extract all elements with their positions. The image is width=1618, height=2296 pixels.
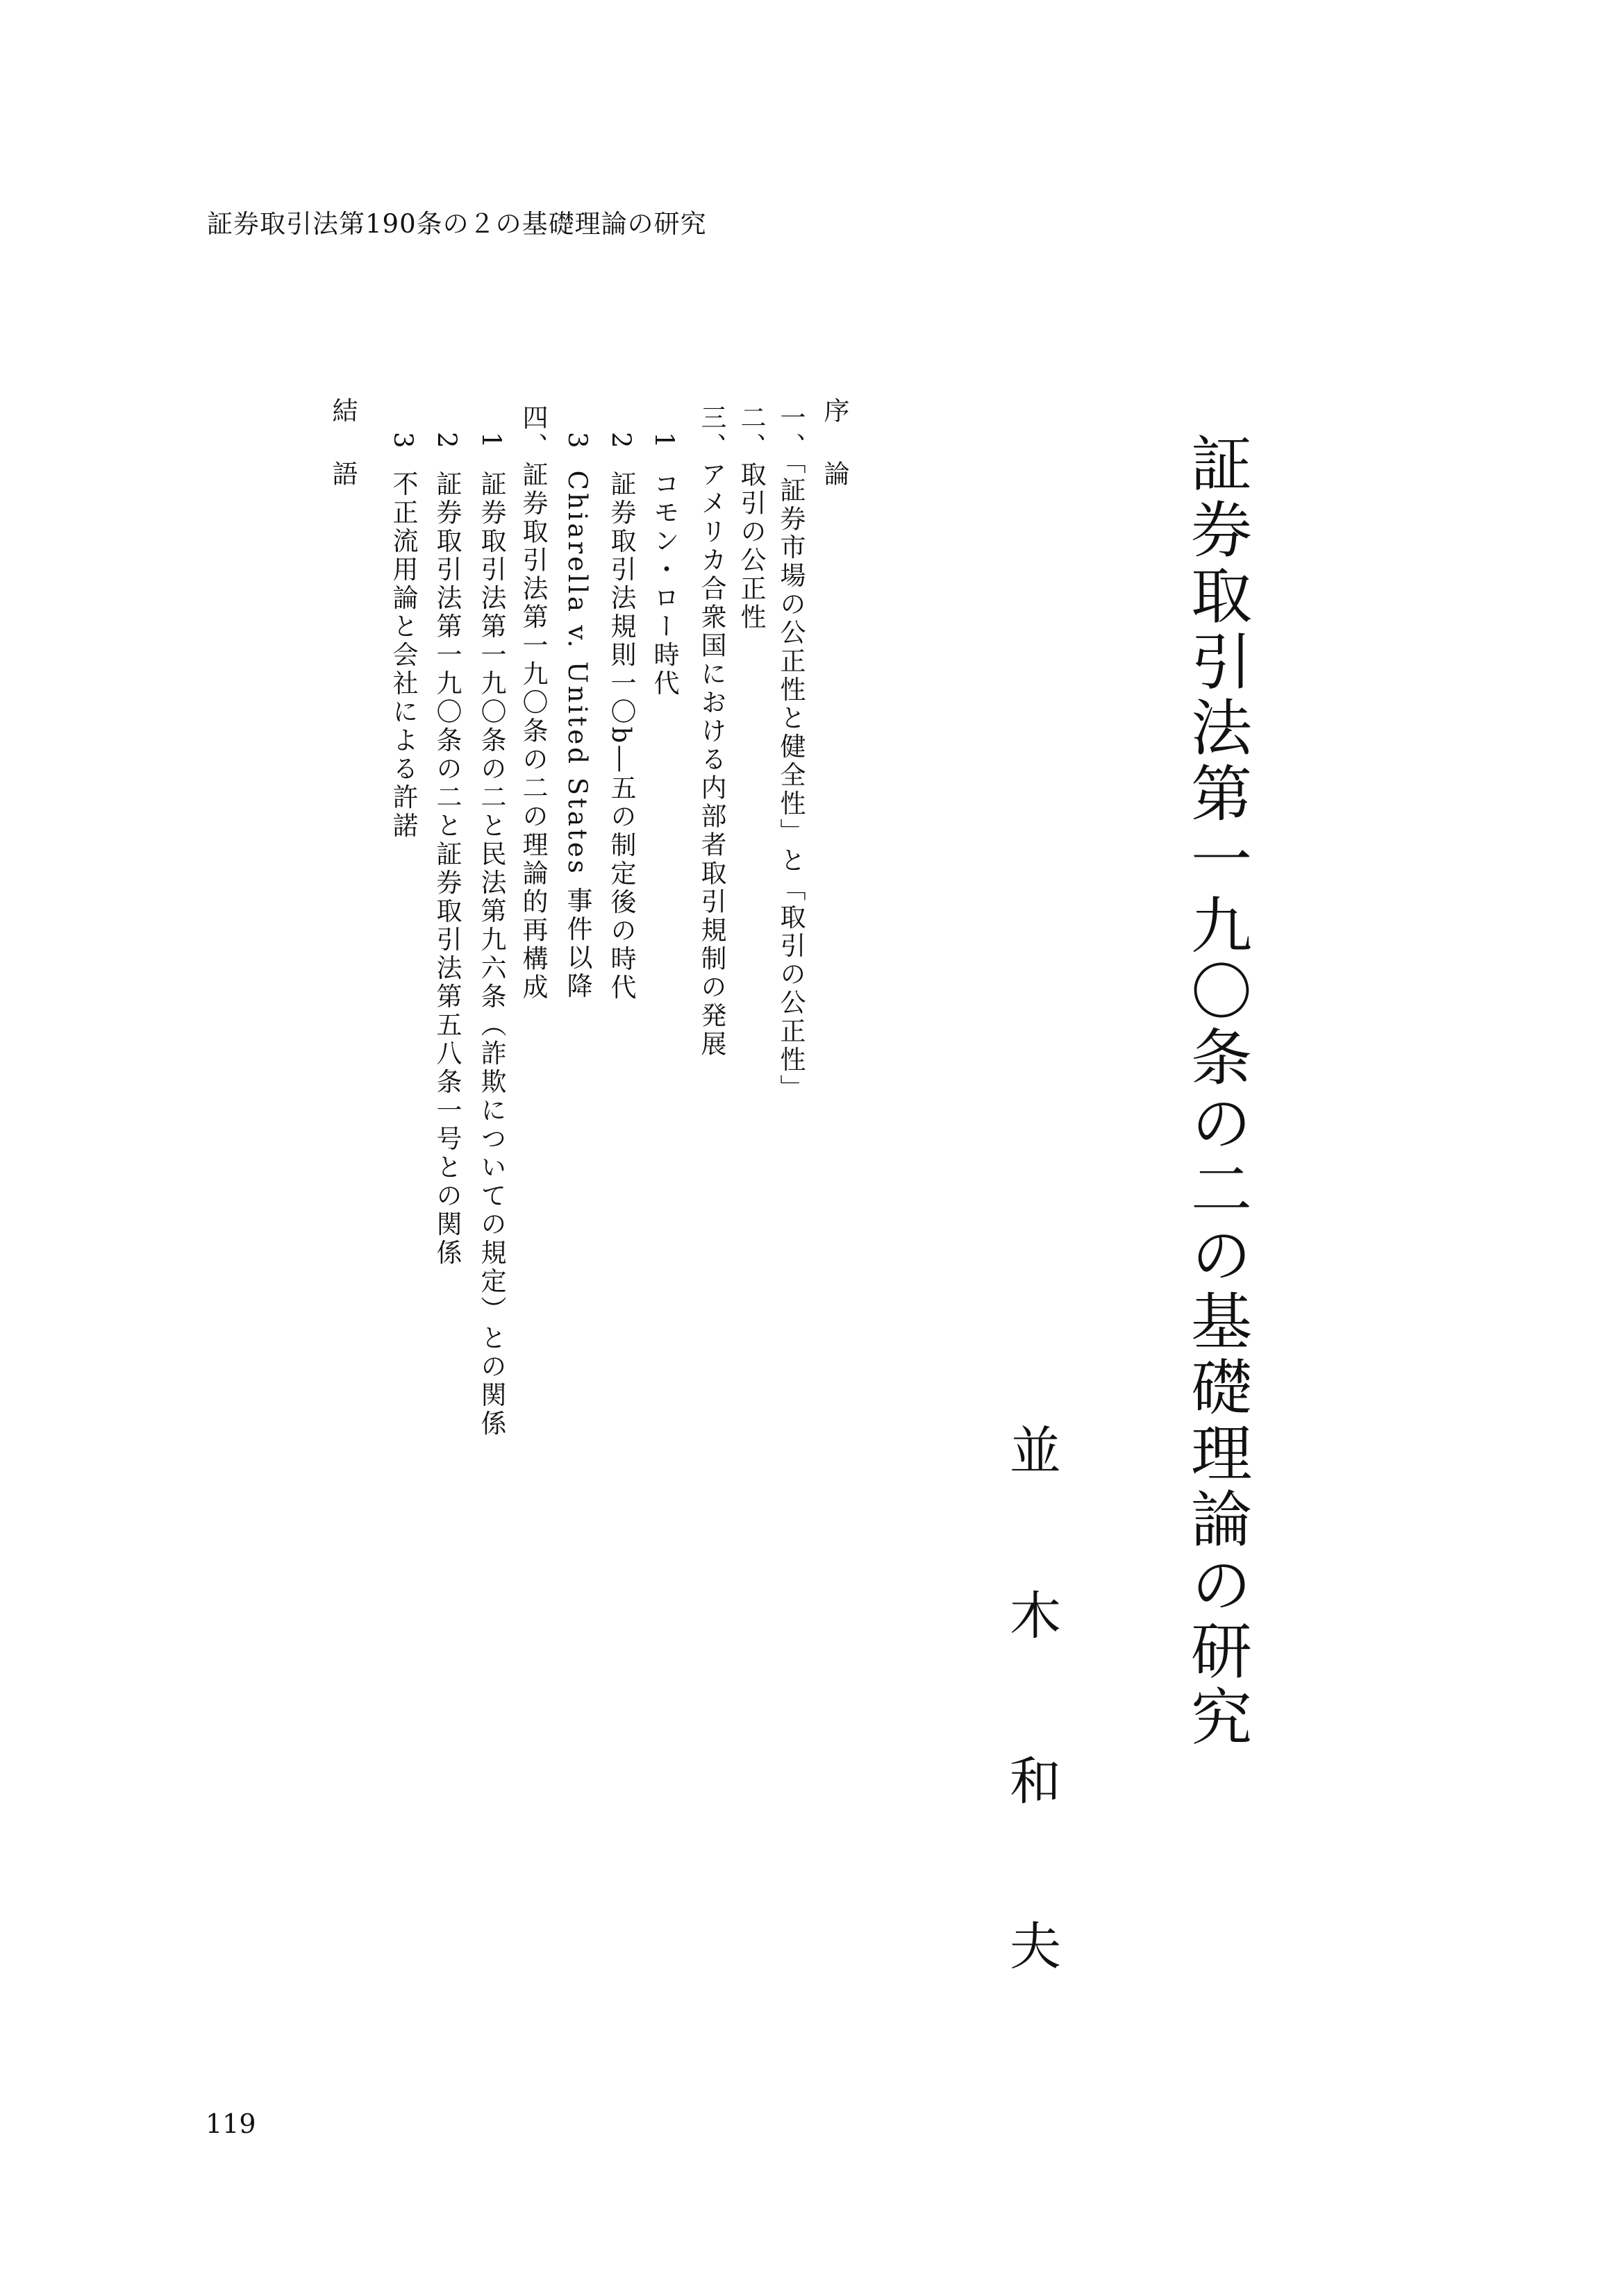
toc-item xyxy=(738,404,764,632)
article-title: 証券取引法第一九〇条の二の基礎理論の研究 xyxy=(1181,432,1253,1751)
toc-item-text: 証券取引法規則一〇b―五の制定後の時代 xyxy=(606,470,636,1003)
toc-item-number: 3 xyxy=(388,432,418,451)
toc-item-text: Chiarella v. United States 事件以降 xyxy=(562,470,592,1001)
toc-item-number: 1 xyxy=(476,432,506,451)
toc-item-text: アメリカ合衆国における内部者取引規制の発展 xyxy=(697,461,726,1059)
toc-item-text: 証券取引法第一九〇条の二と民法第九六条（詐欺についての規定）との関係 xyxy=(476,470,506,1439)
toc-item-text: 語 xyxy=(328,460,358,489)
author-name: 並木和夫 xyxy=(1001,1423,1061,2084)
toc-item-number: 四、 xyxy=(518,404,548,461)
toc-item-text: 不正流用論と会社による許諾 xyxy=(388,470,418,841)
toc-item xyxy=(651,432,677,698)
toc-item-number: 3 xyxy=(562,432,592,451)
toc-item xyxy=(821,397,847,489)
toc-item-number: 序 xyxy=(819,397,849,426)
toc-item xyxy=(478,432,504,1439)
toc-item-number: 1 xyxy=(649,432,679,451)
toc-item-text: 論 xyxy=(819,460,849,489)
toc-item-number: 2 xyxy=(432,432,462,451)
toc-item-text: 証券取引法第一九〇条の二と証券取引法第五八条一号との関係 xyxy=(432,470,462,1268)
toc-item xyxy=(608,432,634,1002)
toc-item-number: 一、 xyxy=(776,404,806,461)
toc-item-text: コモン・ロー時代 xyxy=(649,470,679,698)
toc-item-text: 取引の公正性 xyxy=(736,461,766,632)
toc-item-text: 証券取引法第一九〇条の二の理論的再構成 xyxy=(518,461,548,1002)
toc-item xyxy=(776,404,806,1103)
toc-item-number: 三、 xyxy=(697,404,726,461)
toc-item xyxy=(520,404,546,1002)
toc-item xyxy=(390,432,416,841)
page-number: 119 xyxy=(206,2109,256,2139)
toc-item-number: 二、 xyxy=(736,404,766,461)
toc-item xyxy=(330,397,356,489)
toc-item-number: 2 xyxy=(606,432,636,451)
toc-item xyxy=(434,432,460,1268)
toc-item xyxy=(562,432,592,1001)
running-header: 証券取引法第190条の２の基礎理論の研究 xyxy=(207,209,707,239)
toc-item-text: 「証券市場の公正性と健全性」と「取引の公正性」 xyxy=(776,461,806,1103)
toc-item-number: 結 xyxy=(328,397,358,426)
toc-item xyxy=(699,404,724,1059)
